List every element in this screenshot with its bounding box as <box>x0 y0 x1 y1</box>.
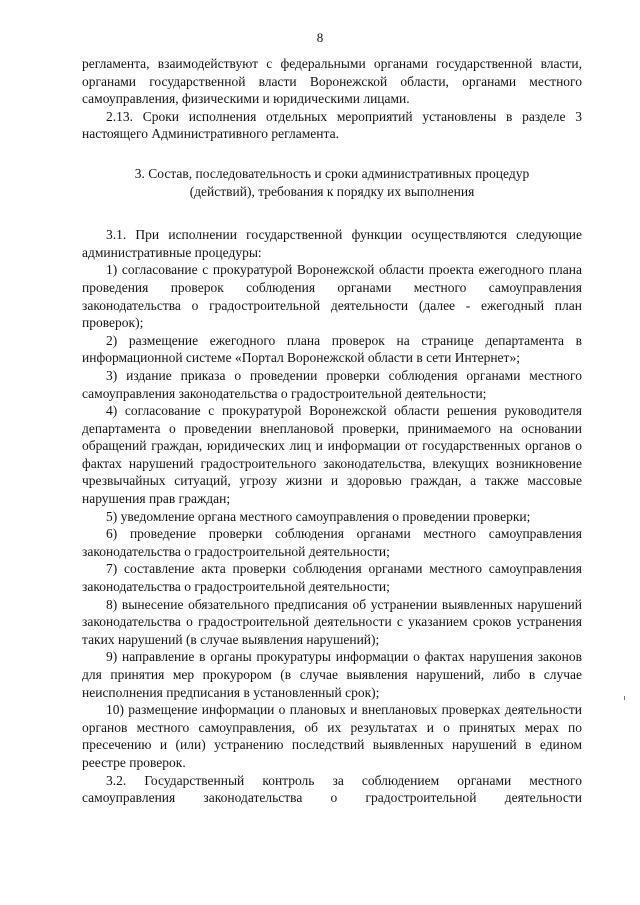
section-3-heading-line-1: 3. Состав, последовательность и сроки административных процедур <box>134 165 530 181</box>
procedure-item: 2) размещение ежегодного плана проверок на странице департамента в информационной системе «Портал Воронежской области в сети Интернет»; <box>82 332 582 366</box>
section-3-heading-line-2: (действий), требования к порядку их выполнения <box>189 183 475 199</box>
clause-2-13: 2.13. Сроки исполнения отдельных мероприятий установлены в разделе 3 настоящего Административного регламента. <box>82 108 582 142</box>
paragraph-continuation: регламента, взаимодействуют с федеральными органами государственной власти, органами государственной власти Воронежской области, органами местного самоуправления, физическими и юридическими лицами. <box>82 56 582 107</box>
page-number: 8 <box>316 30 324 45</box>
document-body <box>82 55 582 807</box>
procedure-item: 10) размещение информации о плановых и внеплановых проверках деятельности органов местного самоуправления, об их результатах и о принятых мерах по пресечению и (или) устранению последствий выявленных нарушений в едином реестре проверок. <box>82 702 582 770</box>
procedure-item: 1) согласование с прокуратурой Воронежской области проекта ежегодного плана проведения проверок соблюдения органами местного самоуправления законодательства о градостроительной деятельности (далее - ежегодный план проверок); <box>82 262 582 331</box>
procedure-item: 3) издание приказа о проведении проверки соблюдения органами местного самоуправления законодательства о градостроительной деятельности; <box>82 367 582 401</box>
procedure-item: 7) составление акта проверки соблюдения органами местного самоуправления законодательства о градостроительной деятельности; <box>82 561 582 595</box>
procedure-item: 4) согласование с прокуратурой Воронежской области решения руководителя департамента о проведении внеплановой проверки, принимаемого на основании обращений граждан, юридических лиц и информации от государственных органов о фактах нарушений градостроительного законодательства, влекущих возникновение чрезвычайных ситуаций, угрозу жизни и здоровью граждан, а также массовые нарушения прав граждан; <box>82 403 582 507</box>
section-3-heading <box>82 165 582 200</box>
procedure-item: 9) направление в органы прокуратуры информации о фактах нарушения законов для принятия мер прокурором (в случае выявления нарушений, либо в случае неисполнения предписания в установленный срок); <box>82 649 582 700</box>
clause-3-1: 3.1. При исполнении государственной функции осуществляются следующие административные процедуры: <box>82 227 582 260</box>
procedure-item: 8) вынесение обязательного предписания об устранении выявленных нарушений законодательства о градостроительной деятельности с указанием сроков устранения таких нарушений (в случае выявления нарушений); <box>82 596 582 647</box>
clause-3-2: 3.2. Государственный контроль за соблюдением органами местного самоуправления законодательства о градостроительной деятельности <box>82 772 582 806</box>
scan-mark <box>624 696 625 700</box>
procedure-item: 5) уведомление органа местного самоуправления о проведении проверки; <box>106 508 531 524</box>
procedure-item: 6) проведение проверки соблюдения органами местного самоуправления законодательства о градостроительной деятельности; <box>82 526 582 559</box>
